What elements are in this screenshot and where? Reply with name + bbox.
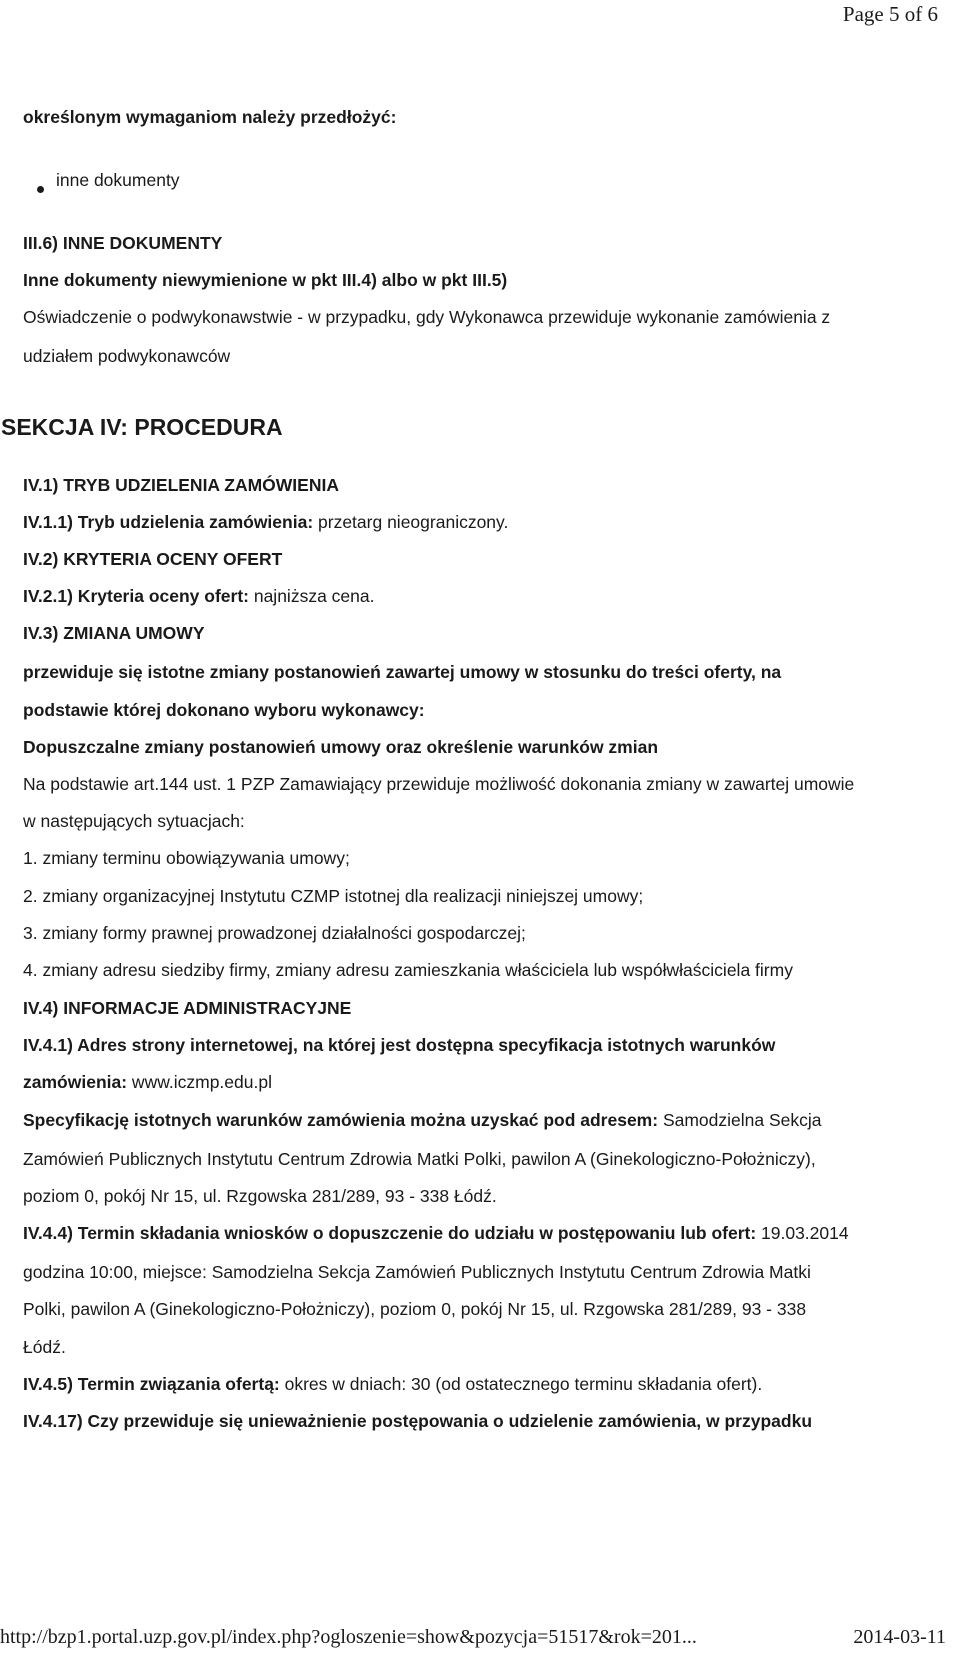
text-line: Inne dokumenty niewymienione w pkt III.4) albo w pkt III.5) (23, 270, 508, 290)
field-value: przetarg nieograniczony. (313, 512, 509, 532)
field-value: najniższa cena. (248, 586, 375, 606)
field-line (23, 512, 508, 533)
text-line: Zamówień Publicznych Instytutu Centrum Zdrowia Matki Polki, pawilon A (Ginekologiczno-Położniczy), (23, 1149, 816, 1169)
footer-url[interactable]: http://bzp1.portal.uzp.gov.pl/index.php?ogloszenie=show&pozycja=51517&rok=201... (0, 1626, 697, 1648)
bullet-icon (37, 186, 44, 193)
text-line: poziom 0, pokój Nr 15, ul. Rzgowska 281/289, 93 - 338 Łódź. (23, 1186, 497, 1206)
subsection-heading: IV.1) TRYB UDZIELENIA ZAMÓWIENIA (23, 475, 339, 495)
text-line: Łódź. (23, 1337, 66, 1357)
text-line: w następujących sytuacjach: (23, 811, 245, 831)
subsection-heading: III.6) INNE DOKUMENTY (23, 233, 223, 253)
text-line: IV.4.1) Adres strony internetowej, na której jest dostępna specyfikacja istotnych warunków (23, 1035, 776, 1055)
field-label: Specyfikację istotnych warunków zamówienia można uzyskać pod adresem: (23, 1110, 659, 1130)
subsection-heading: IV.2) KRYTERIA OCENY OFERT (23, 549, 283, 569)
field-label: IV.4.5) Termin związania ofertą: (23, 1374, 280, 1394)
text-line: godzina 10:00, miejsce: Samodzielna Sekcja Zamówień Publicznych Instytutu Centrum Zdrowia Matki (23, 1262, 811, 1282)
field-value: okres w dniach: 30 (od ostatecznego terminu składania ofert). (279, 1374, 763, 1394)
section-heading: SEKCJA IV: PROCEDURA (1, 414, 283, 440)
subsection-heading: IV.3) ZMIANA UMOWY (23, 623, 205, 643)
footer-date: 2014-03-11 (853, 1626, 946, 1648)
text-line: Dopuszczalne zmiany postanowień umowy oraz określenie warunków zmian (23, 737, 659, 757)
field-label: IV.1.1) Tryb udzielenia zamówienia: (23, 512, 314, 532)
list-item: 2. zmiany organizacyjnej Instytutu CZMP istotnej dla realizacji niniejszej umowy; (23, 886, 644, 906)
list-item: 3. zmiany formy prawnej prowadzonej działalności gospodarczej; (23, 923, 526, 943)
text-line: określonym wymaganiom należy przedłożyć: (23, 107, 397, 127)
field-line (23, 1374, 762, 1395)
field-line (23, 1223, 849, 1244)
text-line: udziałem podwykonawców (23, 346, 231, 366)
field-label: IV.2.1) Kryteria oceny ofert: (23, 586, 249, 606)
text-line: Oświadczenie o podwykonawstwie - w przypadku, gdy Wykonawca przewiduje wykonanie zamówienia z (23, 307, 831, 327)
list-item: inne dokumenty (56, 170, 180, 190)
field-line (23, 1072, 272, 1093)
text-line: Na podstawie art.144 ust. 1 PZP Zamawiający przewiduje możliwość dokonania zmiany w zawartej umowie (23, 774, 855, 794)
website-link[interactable]: www.iczmp.edu.pl (127, 1072, 272, 1092)
field-label: IV.4.4) Termin składania wniosków o dopuszczenie do udziału w postępowaniu lub ofert: (23, 1223, 757, 1243)
text-line: przewiduje się istotne zmiany postanowień zawartej umowy w stosunku do treści oferty, na (23, 662, 782, 682)
field-value: 19.03.2014 (756, 1223, 849, 1243)
field-line (23, 1110, 822, 1131)
text-line: podstawie której dokonano wyboru wykonawcy: (23, 700, 425, 720)
text-line: Polki, pawilon A (Ginekologiczno-Położniczy), poziom 0, pokój Nr 15, ul. Rzgowska 281/289, 93 - 338 (23, 1299, 807, 1319)
text-line: IV.4.17) Czy przewiduje się unieważnienie postępowania o udzielenie zamówienia, w przypadku (23, 1411, 813, 1431)
list-item: 4. zmiany adresu siedziby firmy, zmiany adresu zamieszkania właściciela lub współwłaściciela firmy (23, 960, 793, 980)
subsection-heading: IV.4) INFORMACJE ADMINISTRACYJNE (23, 998, 352, 1018)
field-value: Samodzielna Sekcja (658, 1110, 822, 1130)
field-label: zamówienia: (23, 1072, 128, 1092)
list-item: 1. zmiany terminu obowiązywania umowy; (23, 848, 350, 868)
page-number: Page 5 of 6 (842, 2, 938, 26)
field-line (23, 586, 374, 607)
